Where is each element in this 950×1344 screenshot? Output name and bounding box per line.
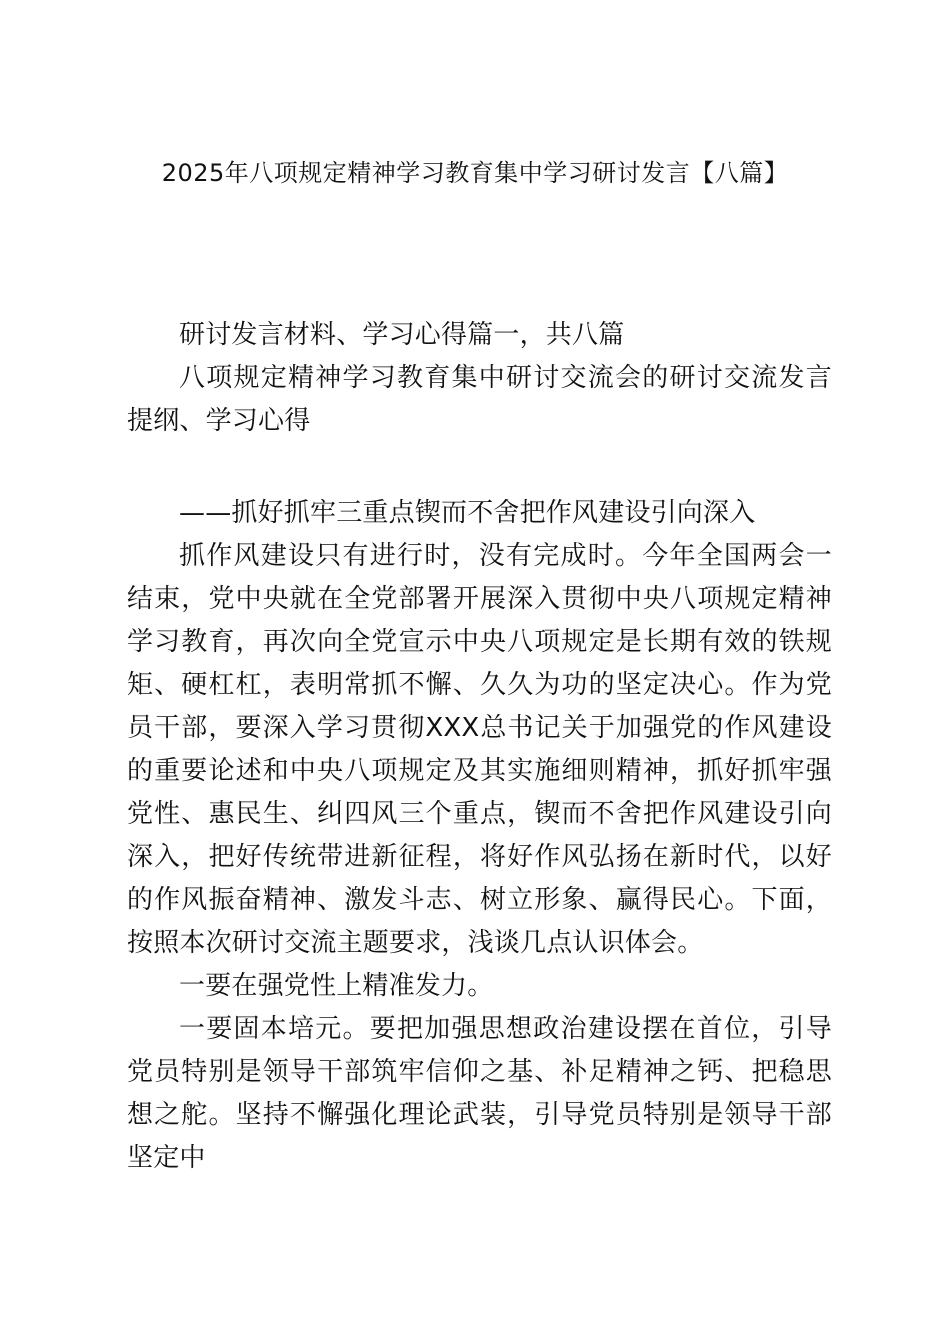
body-paragraph: 抓作风建设只有进行时，没有完成时。今年全国两会一结束，党中央就在全党部署开展深入贯彻中央八项规定精神学习教育，再次向全党宣示中央八项规定是长期有效的铁规矩、硬杠杠，表明常抓不懈、久久为功的坚定决心。作为党员干部，要深入学习贯彻XXX总书记关于加强党的作风建设的重要论述和中央八项规定及其实施细则精神，抓好抓牢强党性、惠民生、纠四风三个重点，锲而不舍把作风建设引向深入，把好传统带进新征程，将好作风弘扬在新时代，以好的作风振奋精神、激发斗志、树立形象、赢得民心。下面，按照本次研讨交流主题要求，浅谈几点认识体会。 [127, 541, 832, 958]
intro-section [127, 314, 832, 443]
body-section [127, 492, 832, 1180]
section-subtitle: ——抓好抓牢三重点锲而不舍把作风建设引向深入 [179, 498, 756, 528]
body-paragraph: 一要固本培元。要把加强思想政治建设摆在首位，引导党员特别是领导干部筑牢信仰之基、补足精神之钙、把稳思想之舵。坚持不懈强化理论武装，引导党员特别是领导干部坚定中 [127, 1014, 832, 1173]
intro-line: 八项规定精神学习教育集中研讨交流会的研讨交流发言提纲、学习心得 [127, 363, 832, 436]
section-heading: 一要在强党性上精准发力。 [179, 971, 494, 1001]
intro-line: 研讨发言材料、学习心得篇一，共八篇 [179, 320, 625, 350]
document-title: 2025年八项规定精神学习教育集中学习研讨发言【八篇】 [161, 159, 789, 187]
